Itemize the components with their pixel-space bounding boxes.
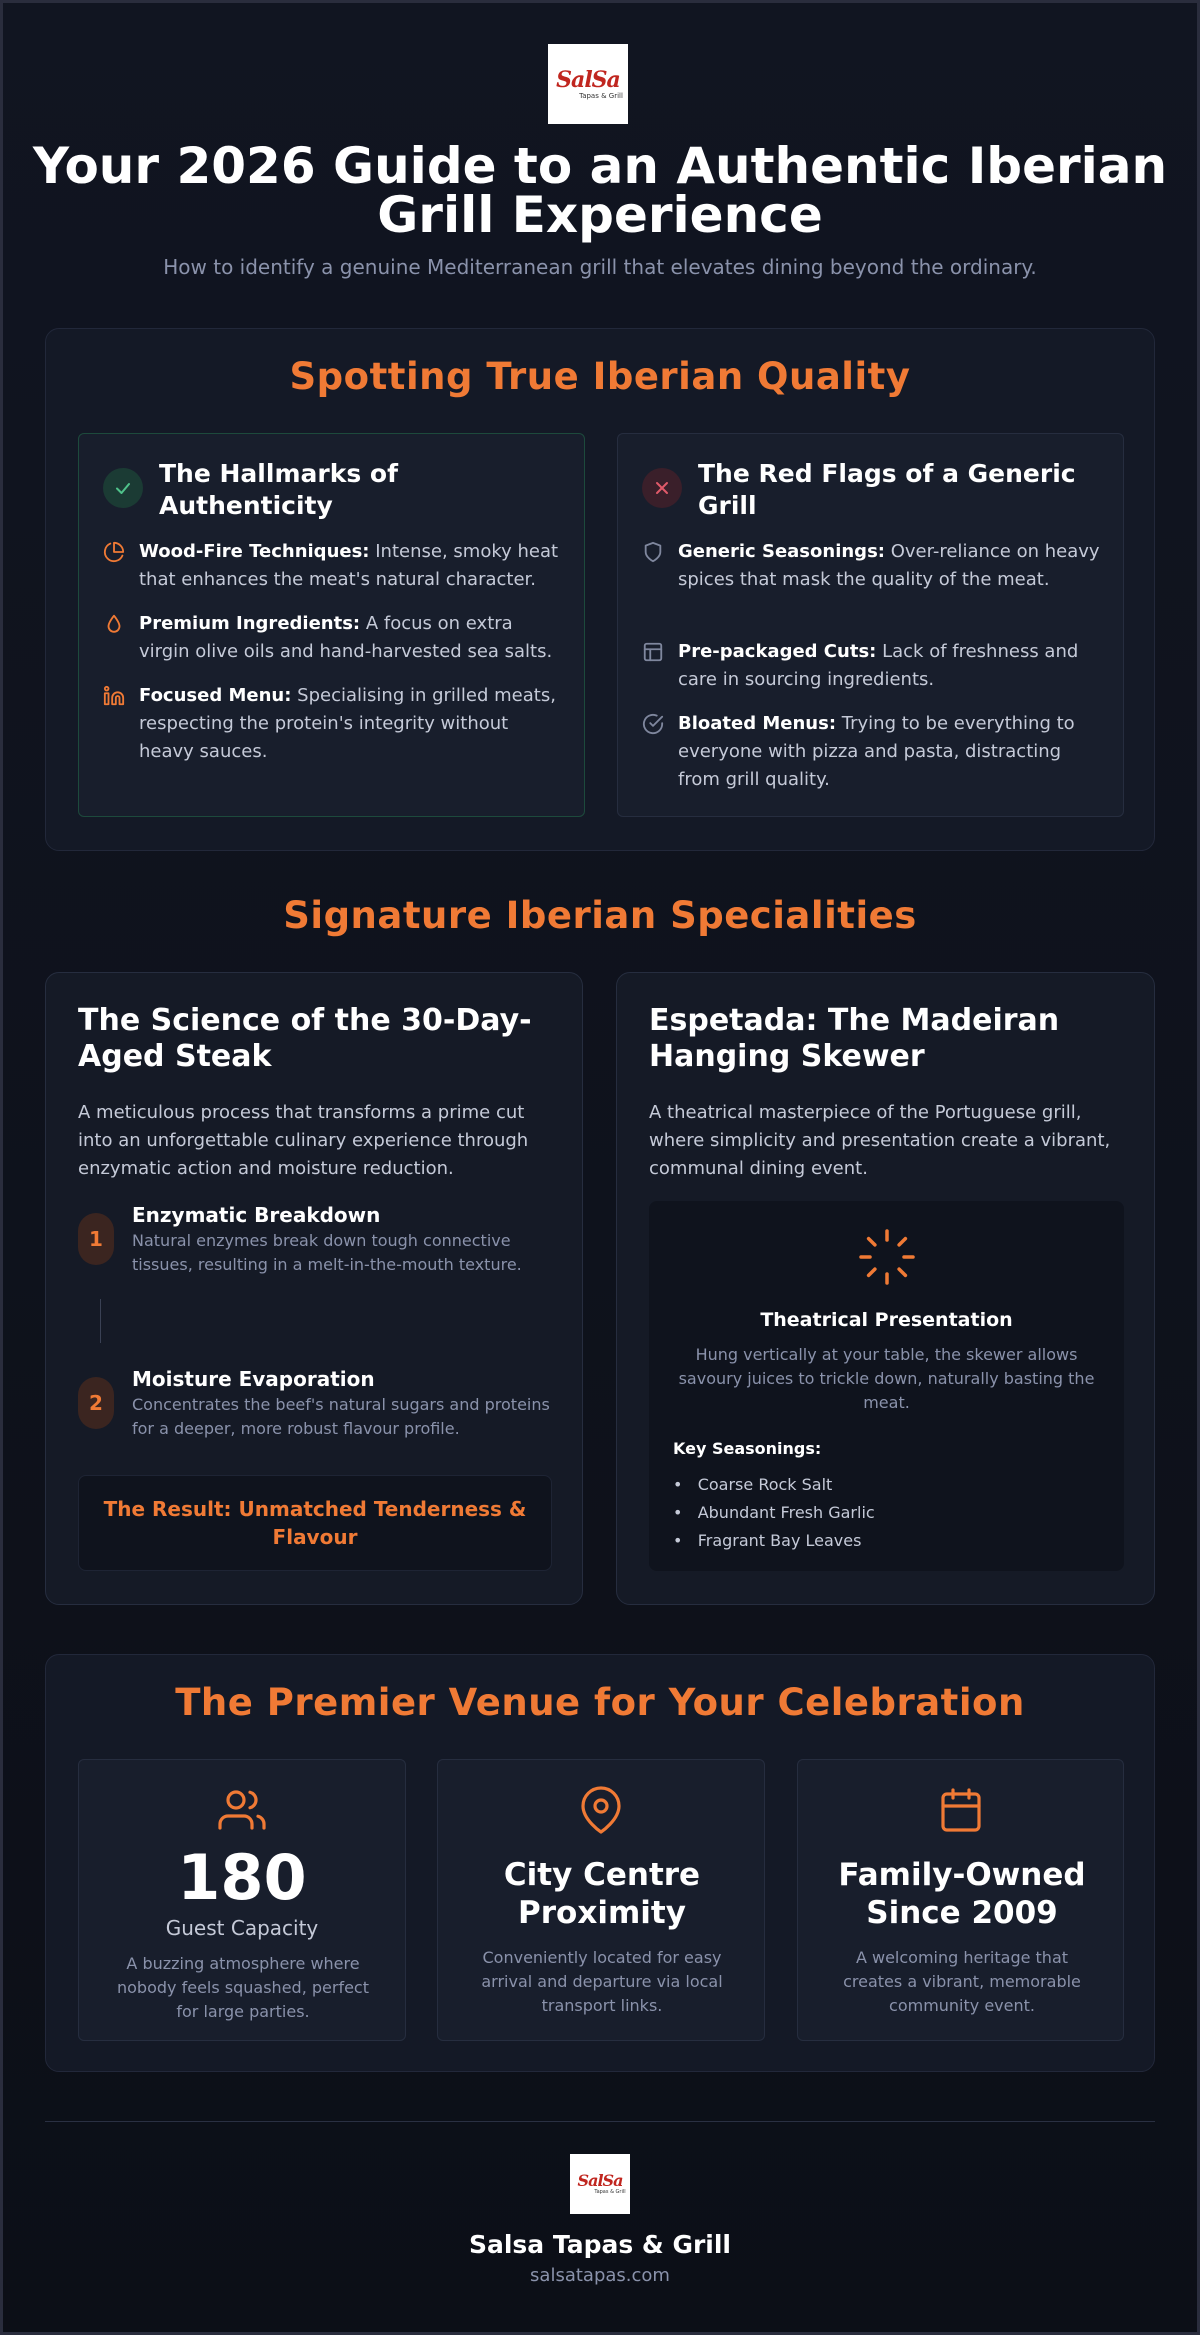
capacity-card	[78, 1759, 406, 2041]
red-flags-card	[617, 433, 1124, 817]
list-item-label: Pre-packaged Cuts:	[678, 641, 877, 662]
list-item-desc: Over-reliance on heavy spices that mask the quality of the meat.	[678, 541, 1100, 590]
x-icon	[642, 468, 682, 508]
venue-heading: The Premier Venue for Your Celebration	[175, 1681, 1025, 1724]
step-connector	[100, 1299, 101, 1343]
list-item	[642, 710, 1102, 794]
map-pin-icon	[438, 1786, 764, 1838]
steak-title: The Science of the 30-Day-Aged Steak	[78, 1003, 532, 1074]
page-title-line-1: Your 2026 Guide to an Authentic Iberian	[32, 137, 1168, 195]
red-flags-card-header	[642, 458, 1118, 522]
list-item: • Fragrant Bay Leaves	[673, 1531, 862, 1550]
users-icon	[79, 1786, 405, 1838]
list-item-desc: Lack of freshness and care in sourcing ingredients.	[678, 641, 1079, 690]
list-item-text	[139, 538, 563, 594]
seasoning-text: Abundant Fresh Garlic	[697, 1503, 875, 1522]
list-item-label: Focused Menu:	[139, 685, 292, 706]
authenticity-card-header	[103, 458, 579, 522]
seasonings-list	[673, 1471, 875, 1555]
logo-wordmark: SalSa	[556, 66, 620, 93]
list-item-text	[678, 638, 1102, 694]
list-item-label: Wood-Fire Techniques:	[139, 541, 370, 562]
list-item-text	[678, 710, 1102, 794]
pie-chart-icon	[103, 541, 125, 563]
list-item	[642, 538, 1102, 594]
list-item-text	[678, 538, 1102, 594]
logo-tagline: Tapas & Grill	[579, 91, 623, 100]
presentation-text: Hung vertically at your table, the skewer allows savoury juices to trickle down, naturally basting the meat.	[678, 1345, 1095, 1412]
quality-heading: Spotting True Iberian Quality	[289, 355, 911, 398]
list-item-desc: Trying to be everything to everyone with pizza and pasta, distracting from grill quality.	[678, 713, 1075, 790]
list-item-label: Premium Ingredients:	[139, 613, 361, 634]
presentation-title: Theatrical Presentation	[760, 1309, 1013, 1331]
espetada-title: Espetada: The Madeiran Hanging Skewer	[649, 1003, 1060, 1074]
heritage-title: Family-Owned Since 2009	[838, 1857, 1086, 1931]
authenticity-card	[78, 433, 585, 817]
list-item: • Coarse Rock Salt	[673, 1475, 833, 1494]
authenticity-title: The Hallmarks of Authenticity	[159, 459, 398, 520]
list-item-label: Bloated Menus:	[678, 713, 837, 734]
seasoning-text: Coarse Rock Salt	[697, 1475, 833, 1494]
list-item-desc: Specialising in grilled meats, respecting the protein's integrity without heavy sauces.	[139, 685, 556, 762]
step-text: Natural enzymes break down tough connective tissues, resulting in a melt-in-the-mouth texture.	[132, 1231, 522, 1274]
heritage-card	[797, 1759, 1124, 2041]
footer-brand-name: Salsa Tapas & Grill	[468, 2230, 731, 2259]
step-number: 2	[78, 1377, 114, 1429]
step-title: Enzymatic Breakdown	[132, 1203, 381, 1227]
list-item-desc: Intense, smoky heat that enhances the meat's natural character.	[139, 541, 559, 590]
footer-divider	[45, 2121, 1155, 2122]
capacity-label: Guest Capacity	[165, 1916, 319, 1940]
espetada-card	[616, 972, 1155, 1605]
capacity-text: A buzzing atmosphere where nobody feels squashed, perfect for large parties.	[117, 1954, 369, 2021]
footer-logo	[570, 2154, 630, 2214]
list-item	[103, 610, 563, 666]
step-title: Moisture Evaporation	[132, 1367, 375, 1391]
check-circle-icon	[642, 713, 664, 735]
list-item-text	[139, 682, 563, 766]
location-text: Conveniently located for easy arrival and departure via local transport links.	[481, 1948, 723, 2015]
footer-logo-tagline: Tapas & Grill	[594, 2189, 626, 2195]
list-item	[103, 538, 563, 594]
loader-icon	[857, 1227, 917, 1287]
linkedin-icon	[103, 685, 125, 707]
footer-website-link[interactable]: salsatapas.com	[530, 2265, 670, 2286]
espetada-description: A theatrical masterpiece of the Portuguese grill, where simplicity and presentation create a vibrant, communal dining event.	[649, 1102, 1111, 1179]
presentation-box	[649, 1201, 1124, 1571]
list-item	[103, 682, 563, 766]
location-card	[437, 1759, 765, 2041]
steak-description: A meticulous process that transforms a prime cut into an unforgettable culinary experience through enzymatic action and moisture reduction.	[78, 1102, 529, 1179]
list-item	[642, 638, 1102, 694]
quality-panel	[45, 328, 1155, 851]
footer-logo-wordmark: SalSa	[577, 2171, 623, 2190]
seasoning-text: Fragrant Bay Leaves	[697, 1531, 862, 1550]
list-item-desc: A focus on extra virgin olive oils and hand-harvested sea salts.	[139, 613, 553, 662]
page-title	[0, 137, 1200, 244]
calendar-icon	[798, 1786, 1123, 1838]
droplet-icon	[103, 613, 125, 635]
result-callout: The Result: Unmatched Tenderness & Flavour	[78, 1475, 552, 1571]
check-icon	[103, 468, 143, 508]
step-number: 1	[78, 1213, 114, 1265]
page-title-line-2: Grill Experience	[377, 186, 823, 244]
list-item-text	[139, 610, 563, 666]
heritage-text: A welcoming heritage that creates a vibrant, memorable community event.	[843, 1948, 1081, 2015]
venue-panel	[45, 1654, 1155, 2072]
list-item: • Abundant Fresh Garlic	[673, 1503, 875, 1522]
steak-card	[45, 972, 583, 1605]
seasonings-label: Key Seasonings:	[673, 1439, 822, 1458]
layout-icon	[642, 641, 664, 663]
brand-logo	[548, 44, 628, 124]
location-title: City Centre Proximity	[503, 1857, 701, 1931]
list-item-label: Generic Seasonings:	[678, 541, 885, 562]
page-subtitle: How to identify a genuine Mediterranean grill that elevates dining beyond the ordinary.	[163, 255, 1037, 279]
red-flags-title: The Red Flags of a Generic Grill	[698, 459, 1076, 520]
shield-icon	[642, 541, 664, 563]
specialities-heading: Signature Iberian Specialities	[283, 894, 917, 937]
step-text: Concentrates the beef's natural sugars and proteins for a deeper, more robust flavour profile.	[132, 1395, 550, 1438]
capacity-number: 180	[177, 1841, 307, 1914]
